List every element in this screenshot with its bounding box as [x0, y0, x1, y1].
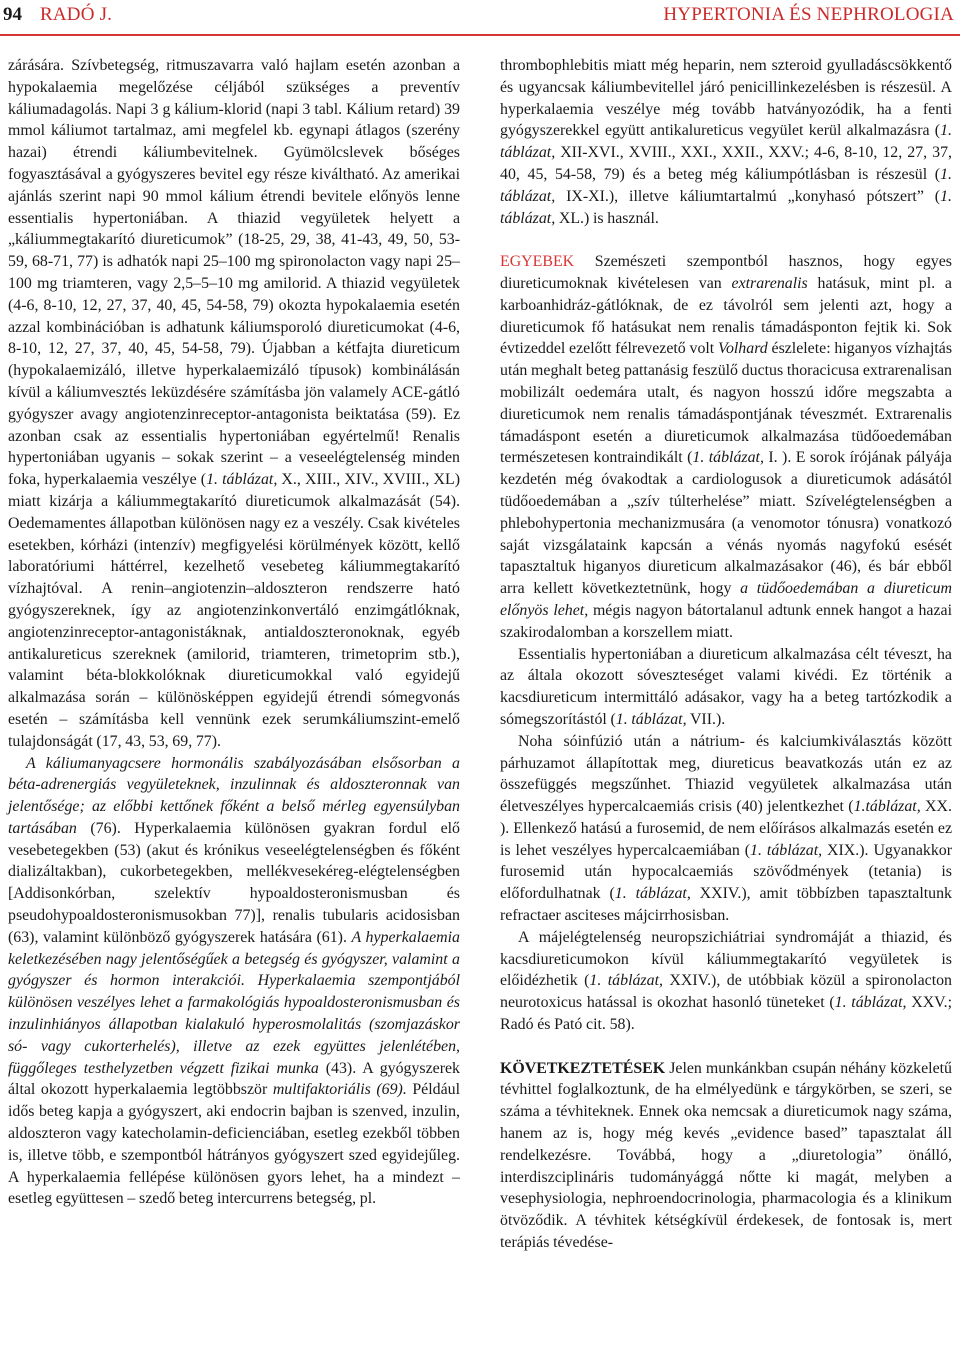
paragraph [8, 753, 460, 1211]
text-run: A májelégtelenség neuropszichiátriai syndromáját a thiazid, és kacsdiureticumokon kívül káliummegtakarító vegyületek is előidézhetik ( [500, 928, 952, 990]
paragraph [500, 927, 952, 1036]
text-run: 1. táblázat, [692, 449, 764, 467]
text-run: 1. táblázat, [589, 972, 663, 990]
text-run: Volhard [718, 340, 768, 358]
paragraph [500, 55, 952, 229]
text-run: (76). Hyperkalaemia különösen gyakran fordul elő vesebetegekben (53) (akut és krónikus veseelégtelenségben és főként dializáltakban), cukorbetegekben, mellékvesekéreg-elégtelenségben [Addisonkórban, szelektív hypoaldosteronismusban és pseudohypoaldosteronismusokban 77)], renalis tubularis acidosisban (63), valamint különböző gyógyszerek hatására (61). [8, 819, 460, 946]
text-run: Például idős beteg kapja a gyógyszert, aki endocrin bajban is szenved, inzulin, aldoszteron vagy katecholamin-deficienciában, esetleg ezekből többen is, illetve több, e szempontból hátrányos gyógyszert szed egyidejűleg. A hyperkalaemia fellépése különösen gyors lehet, ha a mindezt – esetleg együttesen – szedő beteg intercurrens betegség, pl. [8, 1081, 460, 1208]
text-run: Szemészeti szempontból hasznos, hogy egyes diureticumoknak kivételesen van [500, 253, 952, 292]
running-journal-title: HYPERTONIA ÉS NEPHROLOGIA [663, 4, 954, 25]
text-run: A hyperkalaemia keletkezésében nagy jelentőségűek a betegség és gyógyszer, valamint a gyógyszer és hormon interakciói. Hyperkalaemia szempontjából különösen veszélyes lehet a farmakológiás hypoaldosteronismusban és inzulinhiányos állapotban kialakuló hyperosmolalitás (szomjazáskor só- vagy cukorterhelés), illetve az ezek együttes jelenlétében, függőleges testhelyzetben végzett fizikai munka [8, 928, 460, 1077]
paragraph [8, 55, 460, 753]
text-run: 1. táblázat, [206, 471, 278, 489]
text-run: 1. táblázat, [750, 841, 823, 859]
section-heading: KÖVETKEZTETÉSEK [500, 1059, 666, 1077]
paragraph [500, 1058, 952, 1254]
text-run: extrarenalis [731, 274, 808, 292]
text-run: 1. táblázat, [500, 187, 952, 227]
text-run: I. ). E sorok írójának pályája kezdetén még óvakodtak a cardiologusok a diureticumok adásától tüdőoedemában a „szív túlterhelése” miatt. Szívelégtelenségben a phlebohypertonia mechanizmusára (a venomotor tónusra) vonatkozó saját vizsgálataink kapcsán a vénás nyomás nagyfokú esését tapasztaltuk higanyos diureticum alkalmazásakor (46), és bár ebből arra kellett következtetnünk, hogy [500, 449, 952, 598]
text-run: 1. táblázat, [500, 122, 952, 162]
text-run: XII-XVI., XVIII., XXI., XXII., XXV.; 4-6, 8-10, 12, 27, 37, 40, 45, 54-58, 79) és a beteg még káliumpótlásban is részesül ( [500, 144, 952, 183]
text-run: X., XIII., XIV., XVIII., XL) miatt kizárja a káliummegtakarító diureticumok alkalmazását (54). Oedemamentes állapotban különösen nagy ez a veszély. Csak kivételes esetekben, kórházi (intenzív) megfigyelési körülmények között, kellő laboratóriumi háttérrel, kezelhető vesebeteg káliummegtakarító vízhajtóval. A renin–angiotenzin–aldoszteron rendszerre ható gyógyszereknek, így az angiotenzinkonvertáló enzimgátlóknak, angiotenzinreceptor-antagonistáknak, antialdoszteronoknak, egyéb antikalureticus szereknek (amilorid, triamteren, trimetoprim stb.), valamint béta-blokkolóknak diureticumokkal való egyidejű alkalmazása során – különösképpen egyidejű étrendi sómegvonás esetén – számításba kell vennünk ezek serumkáliumszint-emelő tulajdonságát (17, 43, 53, 69, 77). [8, 471, 460, 750]
text-run: észlelete: higanyos vízhajtás után meghalt beteg pattanásig feszülő ductus thoracicusa extrarenalisan mobilizált oedemára utalt, és nagyon hosszú időre megszabta a diureticumok nem renalis támadáspontjának téveszmét. Extrarenalis támadáspont esetén a diureticumok alkalmazása tüdőoedemában természetesen kontraindikált ( [500, 340, 953, 467]
text-run: XX. ). Ellenkező hatású a furosemid, de nem előírásos alkalmazás esetén ez is lehet veszélyes hypercalcaemiában ( [500, 798, 952, 859]
text-run: multifaktoriális (69). [272, 1081, 407, 1099]
page-header [0, 0, 960, 34]
text-run: XXIV.), de utóbbiak közül a spironolacton neurotoxicus hatással is okozhat hasonló tüneteket ( [500, 972, 952, 1012]
text-run: Essentialis hypertoniában a diureticum alkalmazása célt téveszt, ha az általa okozott sóveszteséget valami kivédi. Ez történik a kacsdiureticum intermittáló adásakor, vagy ha a beteg tartózkodik a sómegszorítástól ( [500, 645, 952, 728]
text-run: XL.) is használ. [555, 209, 659, 227]
right-text-column [500, 55, 952, 1254]
text-run: A káliumanyagcsere hormonális szabályozásában elsősorban a béta-adrenergiás vegyületeknek, inzulinnak és aldoszteronnak van jelentősége; az előbbi kettőnek főként a belső mérleg egyensúlyban tartásában [8, 754, 460, 837]
text-run: mégis nagyon bátortalanul adtunk ennek hangot a hazai szakirodalomban a korszellem miatt. [500, 601, 952, 641]
text-run: XIX.). Ugyanakkor furosemid után hypocalcaemiás szövődmények (tetania) is előfordulhatnak ( [500, 841, 952, 903]
text-run: hatásuk, mint pl. a karboanhidráz-gátlóknak, de ez távolról sem jelenti azt, hogy a diureticumok fő hatásukat nem renalis támadásponton fejtik ki. Sok évtizeddel ezelőtt félrevezető volt [500, 274, 952, 358]
text-run: 1. táblázat, [834, 994, 907, 1012]
text-run: Jelen munkánkban csupán néhány közkeletű tévhittel foglalkoztunk, de ha elmélyedünk e tárgykörben, se szeri, se száma a tévhiteknek. Ennek oka nemcsak a diureticumok nagy száma, hanem az is, hogy még kevés „evidence based” tapasztalat áll rendelkezésre. Továbbá, hogy a „diuretologia” önálló, interdiszciplináris tudományággá nőtte ki magát, melyben a vesephysiologia, nephroendocrinologia, pharmacologia és a klinikum ötvöződik. A tévhitek kétségkívül érdekesek, de fontosak is, mert terápiás tévedése- [500, 1059, 952, 1252]
paragraph [500, 731, 952, 927]
text-run: thrombophlebitis miatt még heparin, nem szteroid gyulladáscsökkentő és ugyancsak káliumbevitellel járó penicillinkezelésben is részesül. A hyperkalaemia veszélye még tovább hatványozódik, ha a fenti gyógyszerekkel együtt antikalureticus vegyület kerül alkalmazásra ( [500, 57, 952, 140]
left-text-column [8, 55, 460, 1210]
text-run: Noha sóinfúzió után a nátrium- és kalciumkiválasztás között párhuzamot állapítottak meg, diureticus beavatkozás után ez az összefüggés megszűnhet. Thiazid vegyületek alkalmazása után életveszélyes hypercalcaemiás crisis (40) jelentkezhet ( [500, 732, 952, 816]
text-run: (43). A gyógyszerek által okozott hyperkalaemia legtöbbször [8, 1059, 460, 1099]
text-run: XXIV.), amit többízben tapasztaltunk refractaer asciteses májcirrhosisban. [500, 885, 953, 925]
text-run: 1.táblázat, [853, 798, 921, 816]
text-run: a tüdőoedemában a diureticum előnyös lehet, [500, 580, 952, 619]
page-number: 94 [3, 4, 22, 25]
running-author: RADÓ J. [40, 4, 113, 25]
paragraph [500, 251, 952, 643]
text-run: 1. táblázat, [614, 885, 691, 903]
section-heading: EGYEBEK [500, 253, 575, 271]
text-run: XXV.; Radó és Pató cit. 58). [500, 994, 952, 1034]
text-run: zárására. Szívbetegség, ritmuszavarra való hajlam esetén azonban a hypokalaemia megelőzése céljából szükséges a preventív káliumadagolás. Napi 3 g kálium-klorid (napi 3 tabl. Kálium retard) 39 mmol káliumot tartalmaz, ami megfelel kb. egynapi átlagos (szerény hazai) étrendi káliumbevitelnek. Gyümölcslevek bőséges fogyasztásával a gyógyszeres bevitel egy része kiváltható. Az amerikai ajánlás szerint napi 90 mmol kálium étrendi bevitele előnyös lenne essentialis hypertoniában. A thiazid vegyületek helyett a „káliummegtakarító diureticumok” (18-25, 29, 38, 41-43, 49, 50, 53-59, 68-71, 77) is adhatók napi 25–100 mg spironolacton vagy napi 25–100 mg triamteren, vagy 2,5–5–10 mg amilorid. A thiazid vegyületek (4-6, 8-10, 12, 27, 37, 40, 45, 54-58, 79) okozta hypokalaemia esetén azzal kombinációban is adhatunk káliumsporoló diureticumokat (4-6, 8-10, 12, 27, 37, 40, 45, 54-58, 79). Újabban a kétfajta diureticum (hypokalaemizáló, illetve hyperkalaemizáló típusok) kombinálásán kívül a káliumvesztés leküzdésére számításba jön valamely ACE-gátló gyógyszer avagy angiotenzinreceptor-antagonista beiktatása (59). Ez azonban csak az essentialis hypertoniában egyértelmű! Renalis hypertoniában ugyanis – sokak szerint – a veseelégtelenség minden foka, hyperkalaemia veszélye ( [8, 57, 460, 489]
header-rule [0, 34, 960, 36]
text-run: VII.). [686, 710, 726, 728]
text-run: 1. táblázat, [500, 165, 952, 205]
text-run: 1. táblázat, [615, 710, 687, 728]
text-run: IX-XI.), illetve káliumtartalmú „konyhasó pótszert” ( [555, 187, 941, 205]
paragraph [500, 644, 952, 731]
